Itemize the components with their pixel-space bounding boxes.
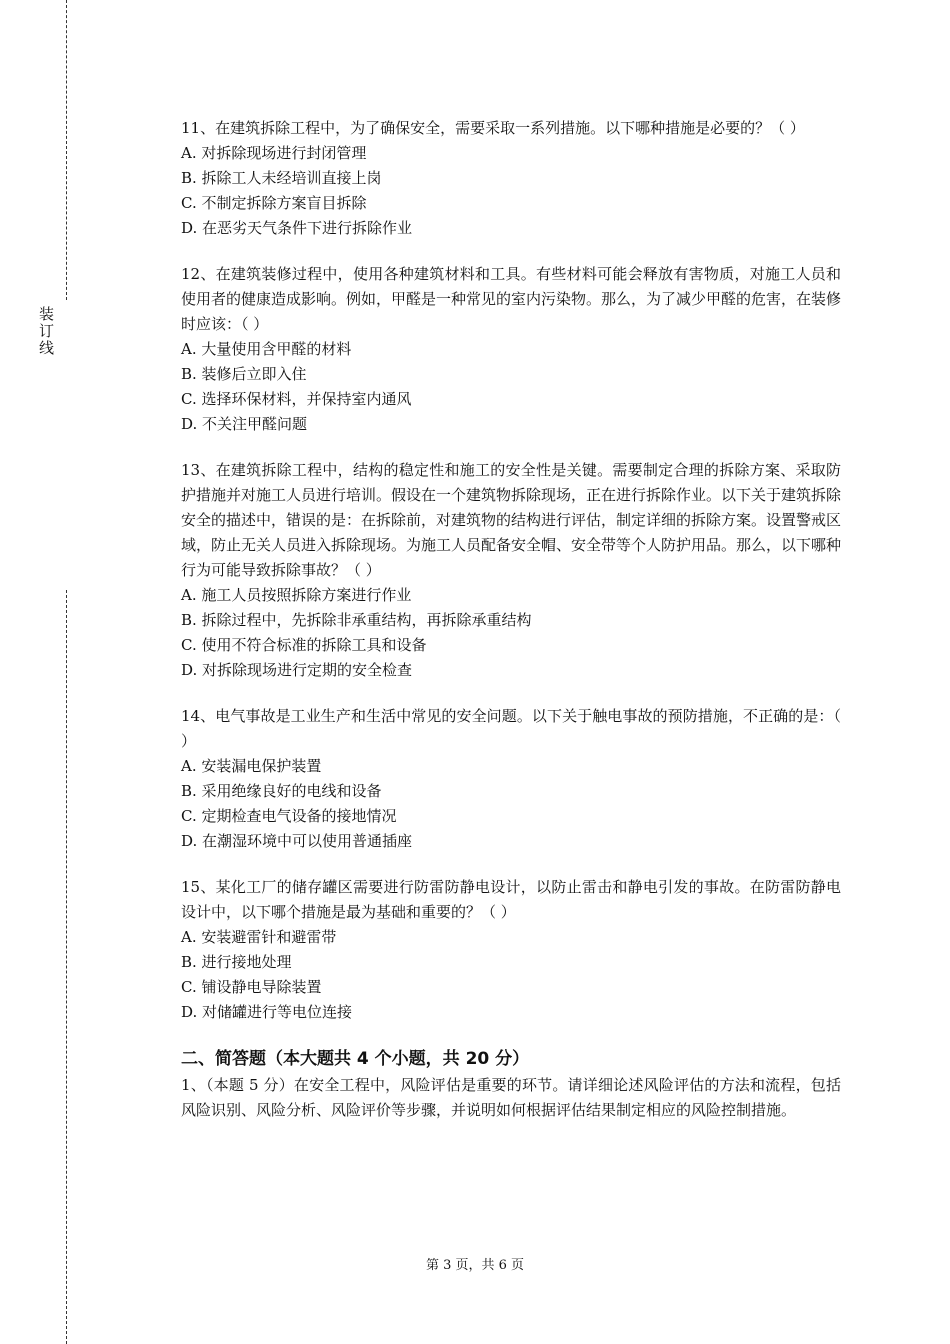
binding-label: 装订线 (37, 306, 55, 357)
question-stem: 11、在建筑拆除工程中，为了确保安全，需要采取一系列措施。以下哪种措施是必要的？（ ） (181, 119, 805, 137)
option-d: D. 在恶劣天气条件下进行拆除作业 (181, 219, 413, 237)
binding-line-top (66, 0, 67, 300)
question-14 (181, 704, 841, 854)
option-b: B. 装修后立即入住 (181, 365, 307, 383)
option-d: D. 不关注甲醛问题 (181, 415, 308, 433)
question-12 (181, 262, 841, 437)
option-d: D. 在潮湿环境中可以使用普通插座 (181, 832, 413, 850)
option-c: C. 定期检查电气设备的接地情况 (181, 807, 397, 825)
option-b: B. 拆除过程中，先拆除非承重结构，再拆除承重结构 (181, 611, 532, 629)
option-a: A. 安装避雷针和避雷带 (181, 928, 337, 946)
option-d: D. 对拆除现场进行定期的安全检查 (181, 661, 413, 679)
option-c: C. 使用不符合标准的拆除工具和设备 (181, 636, 427, 654)
option-b: B. 拆除工人未经培训直接上岗 (181, 169, 382, 187)
option-c: C. 选择环保材料，并保持室内通风 (181, 390, 412, 408)
short-answer-item-1: 1、（本题 5 分）在安全工程中，风险评估是重要的环节。请详细论述风险评估的方法和流程，包括风险识别、风险分析、风险评价等步骤，并说明如何根据评估结果制定相应的风险控制措施。 (181, 1076, 841, 1119)
option-a: A. 大量使用含甲醛的材料 (181, 340, 352, 358)
page-content (181, 116, 841, 1123)
question-11 (181, 116, 841, 241)
option-b: B. 采用绝缘良好的电线和设备 (181, 782, 382, 800)
binding-line-bottom (66, 590, 67, 1344)
option-a: A. 施工人员按照拆除方案进行作业 (181, 586, 412, 604)
option-a: A. 安装漏电保护装置 (181, 757, 322, 775)
option-d: D. 对储罐进行等电位连接 (181, 1003, 353, 1021)
question-15 (181, 875, 841, 1025)
question-stem: 12、在建筑装修过程中，使用各种建筑材料和工具。有些材料可能会释放有害物质，对施工人员和使用者的健康造成影响。例如，甲醛是一种常见的室内污染物。那么，为了减少甲醛的危害，在装修时应该：（ ） (181, 265, 842, 333)
page-footer: 第 3 页，共 6 页 (425, 1258, 525, 1273)
question-stem: 13、在建筑拆除工程中，结构的稳定性和施工的安全性是关键。需要制定合理的拆除方案、采取防护措施并对施工人员进行培训。假设在一个建筑物拆除现场，正在进行拆除作业。以下关于建筑拆除安全的描述中，错误的是：在拆除前，对建筑物的结构进行评估，制定详细的拆除方案。设置警戒区域，防止无关人员进入拆除现场。为施工人员配备安全帽、安全带等个人防护用品。那么，以下哪种行为可能导致拆除事故？（ ） (181, 461, 842, 579)
question-stem: 15、某化工厂的储存罐区需要进行防雷防静电设计，以防止雷击和静电引发的事故。在防雷防静电设计中，以下哪个措施是最为基础和重要的？（ ） (181, 878, 841, 921)
option-c: C. 铺设静电导除装置 (181, 978, 322, 996)
option-a: A. 对拆除现场进行封闭管理 (181, 144, 367, 162)
section-title: 二、简答题（本大题共 4 个小题，共 20 分） (181, 1049, 530, 1069)
question-13 (181, 458, 841, 683)
question-stem: 14、电气事故是工业生产和生活中常见的安全问题。以下关于触电事故的预防措施，不正确的是：（ ） (181, 707, 841, 750)
option-b: B. 进行接地处理 (181, 953, 292, 971)
option-c: C. 不制定拆除方案盲目拆除 (181, 194, 367, 212)
